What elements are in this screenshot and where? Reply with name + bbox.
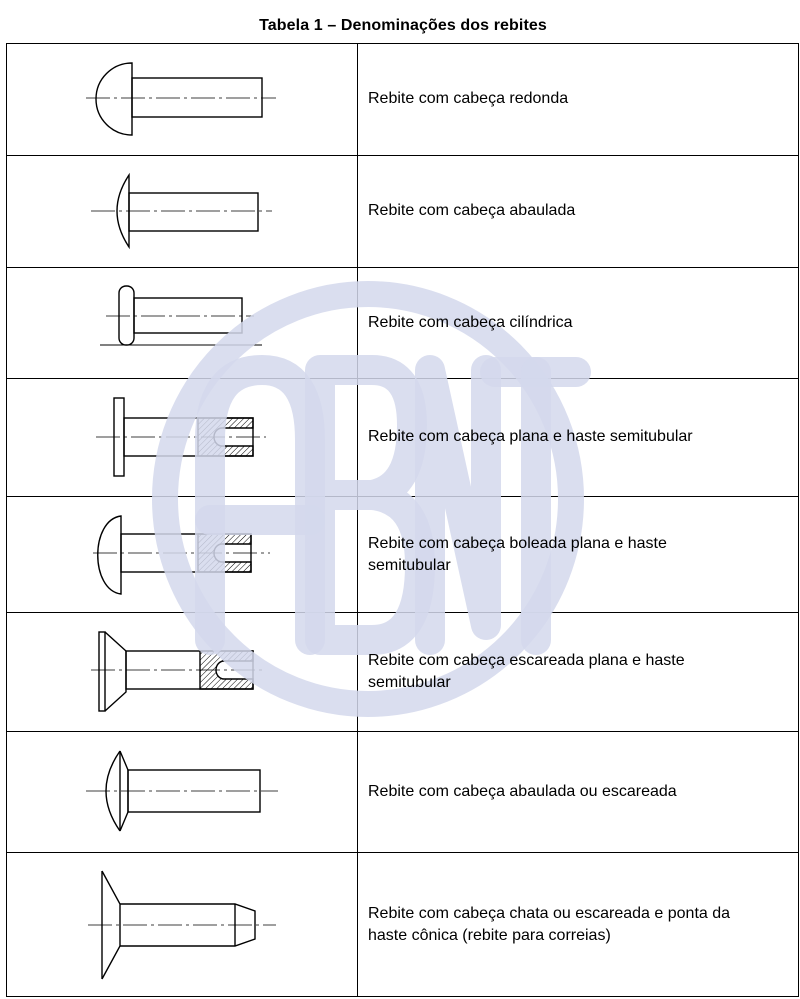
flat-head-semitubular-rivet-icon [96, 398, 266, 476]
table-grid-lines [7, 44, 799, 997]
row-label-7: Rebite com cabeça abaulada ou escareada [368, 783, 677, 800]
row-label-1: Rebite com cabeça redonda [368, 90, 569, 107]
countersunk-flat-head-semitubular-rivet-icon [91, 632, 266, 711]
row-label-4: Rebite com cabeça plana e haste semitubular [368, 428, 693, 445]
row-label-3: Rebite com cabeça cilíndrica [368, 314, 573, 331]
row-label-2: Rebite com cabeça abaulada [368, 202, 576, 219]
flat-countersunk-conical-tip-rivet-icon [88, 871, 276, 979]
row-label-6: Rebite com cabeça escareada plana e haste semitubular [368, 652, 685, 691]
domed-head-rivet-icon [91, 175, 272, 247]
table-title: Tabela 1 – Denominações dos rebites [259, 17, 547, 34]
row-label-8: Rebite com cabeça chata ou escareada e ponta da haste cônica (rebite para correias) [368, 905, 731, 944]
round-head-rivet-icon [86, 63, 276, 135]
rounded-flat-head-semitubular-rivet-icon [93, 516, 270, 594]
cylindrical-head-rivet-icon [100, 286, 262, 345]
row-label-5: Rebite com cabeça boleada plana e haste semitubular [368, 535, 667, 574]
domed-or-countersunk-head-rivet-icon [86, 751, 278, 831]
